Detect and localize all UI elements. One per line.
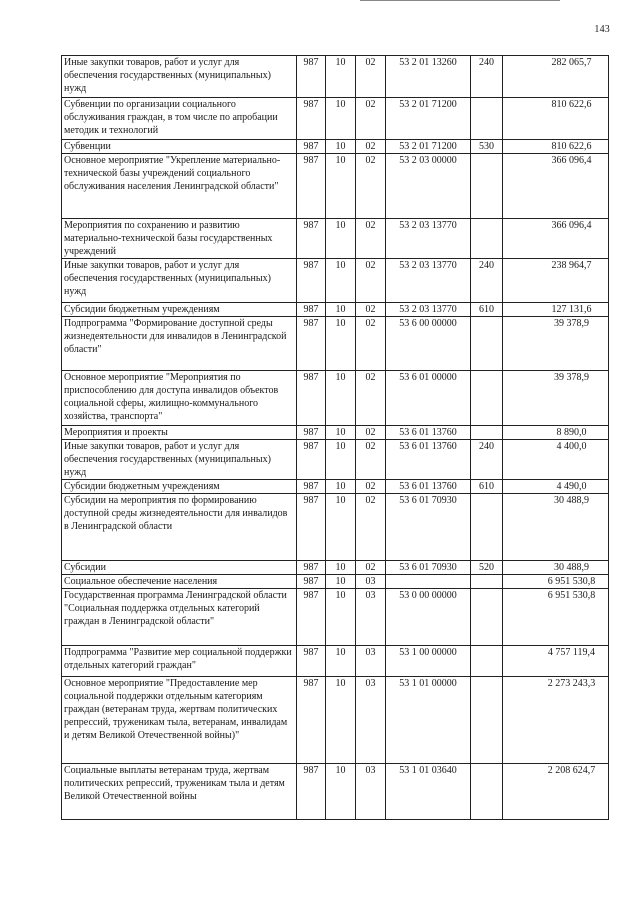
table-row <box>62 219 609 259</box>
row-target-article: 53 2 01 71200 <box>386 140 471 154</box>
table-row <box>62 154 609 219</box>
row-section-code: 10 <box>326 677 356 764</box>
row-target-article: 53 1 01 03640 <box>386 764 471 820</box>
table-row <box>62 303 609 317</box>
row-target-article: 53 2 03 13770 <box>386 219 471 259</box>
row-subsection-code: 02 <box>356 140 386 154</box>
row-grbs-code: 987 <box>297 677 326 764</box>
table-row <box>62 317 609 371</box>
row-name: Субвенции по организации социального обслуживания граждан, в том числе по апробации методик и технологий <box>62 98 297 140</box>
row-subsection-code: 02 <box>356 98 386 140</box>
row-name: Государственная программа Ленинградской области "Социальная поддержка отдельных категорий граждан в Ленинградской области" <box>62 589 297 646</box>
table-row <box>62 371 609 426</box>
row-grbs-code: 987 <box>297 317 326 371</box>
row-subsection-code: 03 <box>356 764 386 820</box>
row-grbs-code: 987 <box>297 764 326 820</box>
row-section-code: 10 <box>326 219 356 259</box>
row-grbs-code: 987 <box>297 589 326 646</box>
row-subsection-code: 03 <box>356 677 386 764</box>
row-subsection-code: 02 <box>356 154 386 219</box>
row-grbs-code: 987 <box>297 426 326 440</box>
row-section-code: 10 <box>326 589 356 646</box>
row-grbs-code: 987 <box>297 56 326 98</box>
row-subsection-code: 02 <box>356 259 386 303</box>
row-section-code: 10 <box>326 154 356 219</box>
row-section-code: 10 <box>326 303 356 317</box>
row-amount: 4 757 119,4 <box>503 646 609 677</box>
row-grbs-code: 987 <box>297 494 326 561</box>
row-target-article: 53 2 01 13260 <box>386 56 471 98</box>
row-grbs-code: 987 <box>297 154 326 219</box>
row-amount: 238 964,7 <box>503 259 609 303</box>
row-name: Иные закупки товаров, работ и услуг для обеспечения государственных (муниципальных) нужд <box>62 440 297 480</box>
table-row <box>62 259 609 303</box>
row-name: Субсидии бюджетным учреждениям <box>62 303 297 317</box>
row-name: Мероприятия по сохранению и развитию материально-технической базы государственных учреждений <box>62 219 297 259</box>
scan-edge-line <box>360 0 560 1</box>
row-name: Основное мероприятие "Укрепление материально- технической базы учреждений социального обслуживания населения Ленинградской области" <box>62 154 297 219</box>
row-expense-type: 240 <box>471 440 503 480</box>
row-target-article: 53 2 03 13770 <box>386 303 471 317</box>
row-section-code: 10 <box>326 56 356 98</box>
row-amount: 127 131,6 <box>503 303 609 317</box>
row-expense-type <box>471 426 503 440</box>
row-grbs-code: 987 <box>297 561 326 575</box>
row-target-article: 53 0 00 00000 <box>386 589 471 646</box>
row-expense-type <box>471 494 503 561</box>
row-amount: 4 490,0 <box>503 480 609 494</box>
row-target-article: 53 1 01 00000 <box>386 677 471 764</box>
row-expense-type: 240 <box>471 259 503 303</box>
page-number: 143 <box>594 24 610 35</box>
row-expense-type <box>471 646 503 677</box>
row-expense-type <box>471 764 503 820</box>
row-section-code: 10 <box>326 646 356 677</box>
row-amount: 8 890,0 <box>503 426 609 440</box>
row-grbs-code: 987 <box>297 219 326 259</box>
row-name: Субсидии на мероприятия по формированию доступной среды жизнедеятельности для инвалидов в Ленинградской области <box>62 494 297 561</box>
row-name: Субвенции <box>62 140 297 154</box>
row-target-article: 53 2 03 00000 <box>386 154 471 219</box>
row-name: Иные закупки товаров, работ и услуг для обеспечения государственных (муниципальных) нужд <box>62 56 297 98</box>
row-section-code: 10 <box>326 561 356 575</box>
row-target-article: 53 2 01 71200 <box>386 98 471 140</box>
row-target-article: 53 6 01 70930 <box>386 494 471 561</box>
row-expense-type: 610 <box>471 303 503 317</box>
table-row <box>62 589 609 646</box>
row-target-article: 53 6 01 70930 <box>386 561 471 575</box>
row-grbs-code: 987 <box>297 259 326 303</box>
row-subsection-code: 02 <box>356 317 386 371</box>
table-row <box>62 426 609 440</box>
row-section-code: 10 <box>326 317 356 371</box>
row-amount: 6 951 530,8 <box>503 575 609 589</box>
table-row <box>62 575 609 589</box>
row-expense-type <box>471 371 503 426</box>
table-row <box>62 56 609 98</box>
row-expense-type: 530 <box>471 140 503 154</box>
row-name: Социальные выплаты ветеранам труда, жертвам политических репрессий, труженикам тыла и детям Великой Отечественной войны <box>62 764 297 820</box>
row-expense-type: 610 <box>471 480 503 494</box>
row-amount: 810 622,6 <box>503 140 609 154</box>
row-subsection-code: 03 <box>356 589 386 646</box>
row-expense-type <box>471 677 503 764</box>
row-subsection-code: 02 <box>356 56 386 98</box>
row-subsection-code: 03 <box>356 575 386 589</box>
row-subsection-code: 02 <box>356 561 386 575</box>
row-subsection-code: 02 <box>356 426 386 440</box>
table-row <box>62 494 609 561</box>
row-section-code: 10 <box>326 480 356 494</box>
row-name: Мероприятия и проекты <box>62 426 297 440</box>
row-subsection-code: 02 <box>356 440 386 480</box>
row-expense-type <box>471 154 503 219</box>
row-subsection-code: 02 <box>356 494 386 561</box>
row-target-article: 53 2 03 13770 <box>386 259 471 303</box>
row-grbs-code: 987 <box>297 440 326 480</box>
row-name: Иные закупки товаров, работ и услуг для обеспечения государственных (муниципальных) нужд <box>62 259 297 303</box>
row-section-code: 10 <box>326 140 356 154</box>
row-grbs-code: 987 <box>297 575 326 589</box>
row-name: Подпрограмма "Формирование доступной среды жизнедеятельности для инвалидов в Ленинградской области" <box>62 317 297 371</box>
row-target-article: 53 6 01 13760 <box>386 440 471 480</box>
row-section-code: 10 <box>326 764 356 820</box>
row-amount: 30 488,9 <box>503 494 609 561</box>
table-row <box>62 764 609 820</box>
row-section-code: 10 <box>326 259 356 303</box>
row-expense-type <box>471 219 503 259</box>
row-name: Основное мероприятие "Предоставление мер социальной поддержки отдельным категориям граждан (ветеранам труда, жертвам политических репрессий, труженикам тыла, ветеранам, инвалидам и детям Великой Отечественной войны)" <box>62 677 297 764</box>
table-row <box>62 440 609 480</box>
row-amount: 366 096,4 <box>503 219 609 259</box>
row-target-article: 53 6 01 13760 <box>386 480 471 494</box>
row-subsection-code: 03 <box>356 646 386 677</box>
row-amount: 30 488,9 <box>503 561 609 575</box>
row-target-article: 53 1 00 00000 <box>386 646 471 677</box>
row-target-article: 53 6 01 00000 <box>386 371 471 426</box>
table-row <box>62 98 609 140</box>
row-expense-type <box>471 98 503 140</box>
row-section-code: 10 <box>326 426 356 440</box>
budget-table <box>61 55 609 820</box>
row-amount: 4 400,0 <box>503 440 609 480</box>
row-amount: 6 951 530,8 <box>503 589 609 646</box>
row-amount: 366 096,4 <box>503 154 609 219</box>
row-name: Субсидии бюджетным учреждениям <box>62 480 297 494</box>
row-section-code: 10 <box>326 371 356 426</box>
row-section-code: 10 <box>326 98 356 140</box>
row-section-code: 10 <box>326 440 356 480</box>
row-expense-type <box>471 317 503 371</box>
table-row <box>62 677 609 764</box>
row-amount: 39 378,9 <box>503 317 609 371</box>
row-expense-type: 240 <box>471 56 503 98</box>
row-subsection-code: 02 <box>356 371 386 426</box>
row-amount: 810 622,6 <box>503 98 609 140</box>
table-row <box>62 646 609 677</box>
row-amount: 2 273 243,3 <box>503 677 609 764</box>
row-amount: 39 378,9 <box>503 371 609 426</box>
table-row <box>62 561 609 575</box>
row-target-article <box>386 575 471 589</box>
row-subsection-code: 02 <box>356 219 386 259</box>
row-expense-type: 520 <box>471 561 503 575</box>
row-grbs-code: 987 <box>297 371 326 426</box>
row-name: Подпрограмма "Развитие мер социальной поддержки отдельных категорий граждан" <box>62 646 297 677</box>
row-grbs-code: 987 <box>297 140 326 154</box>
row-grbs-code: 987 <box>297 480 326 494</box>
row-subsection-code: 02 <box>356 480 386 494</box>
row-subsection-code: 02 <box>356 303 386 317</box>
row-section-code: 10 <box>326 575 356 589</box>
row-expense-type <box>471 589 503 646</box>
row-section-code: 10 <box>326 494 356 561</box>
row-grbs-code: 987 <box>297 646 326 677</box>
row-amount: 2 208 624,7 <box>503 764 609 820</box>
row-grbs-code: 987 <box>297 98 326 140</box>
row-name: Социальное обеспечение населения <box>62 575 297 589</box>
table-row <box>62 140 609 154</box>
row-grbs-code: 987 <box>297 303 326 317</box>
table-row <box>62 480 609 494</box>
row-target-article: 53 6 01 13760 <box>386 426 471 440</box>
row-name: Субсидии <box>62 561 297 575</box>
row-target-article: 53 6 00 00000 <box>386 317 471 371</box>
row-expense-type <box>471 575 503 589</box>
row-name: Основное мероприятие "Мероприятия по приспособлению для доступа инвалидов объектов социальной сферы, жилищно-коммунального хозяйства, транспорта" <box>62 371 297 426</box>
row-amount: 282 065,7 <box>503 56 609 98</box>
